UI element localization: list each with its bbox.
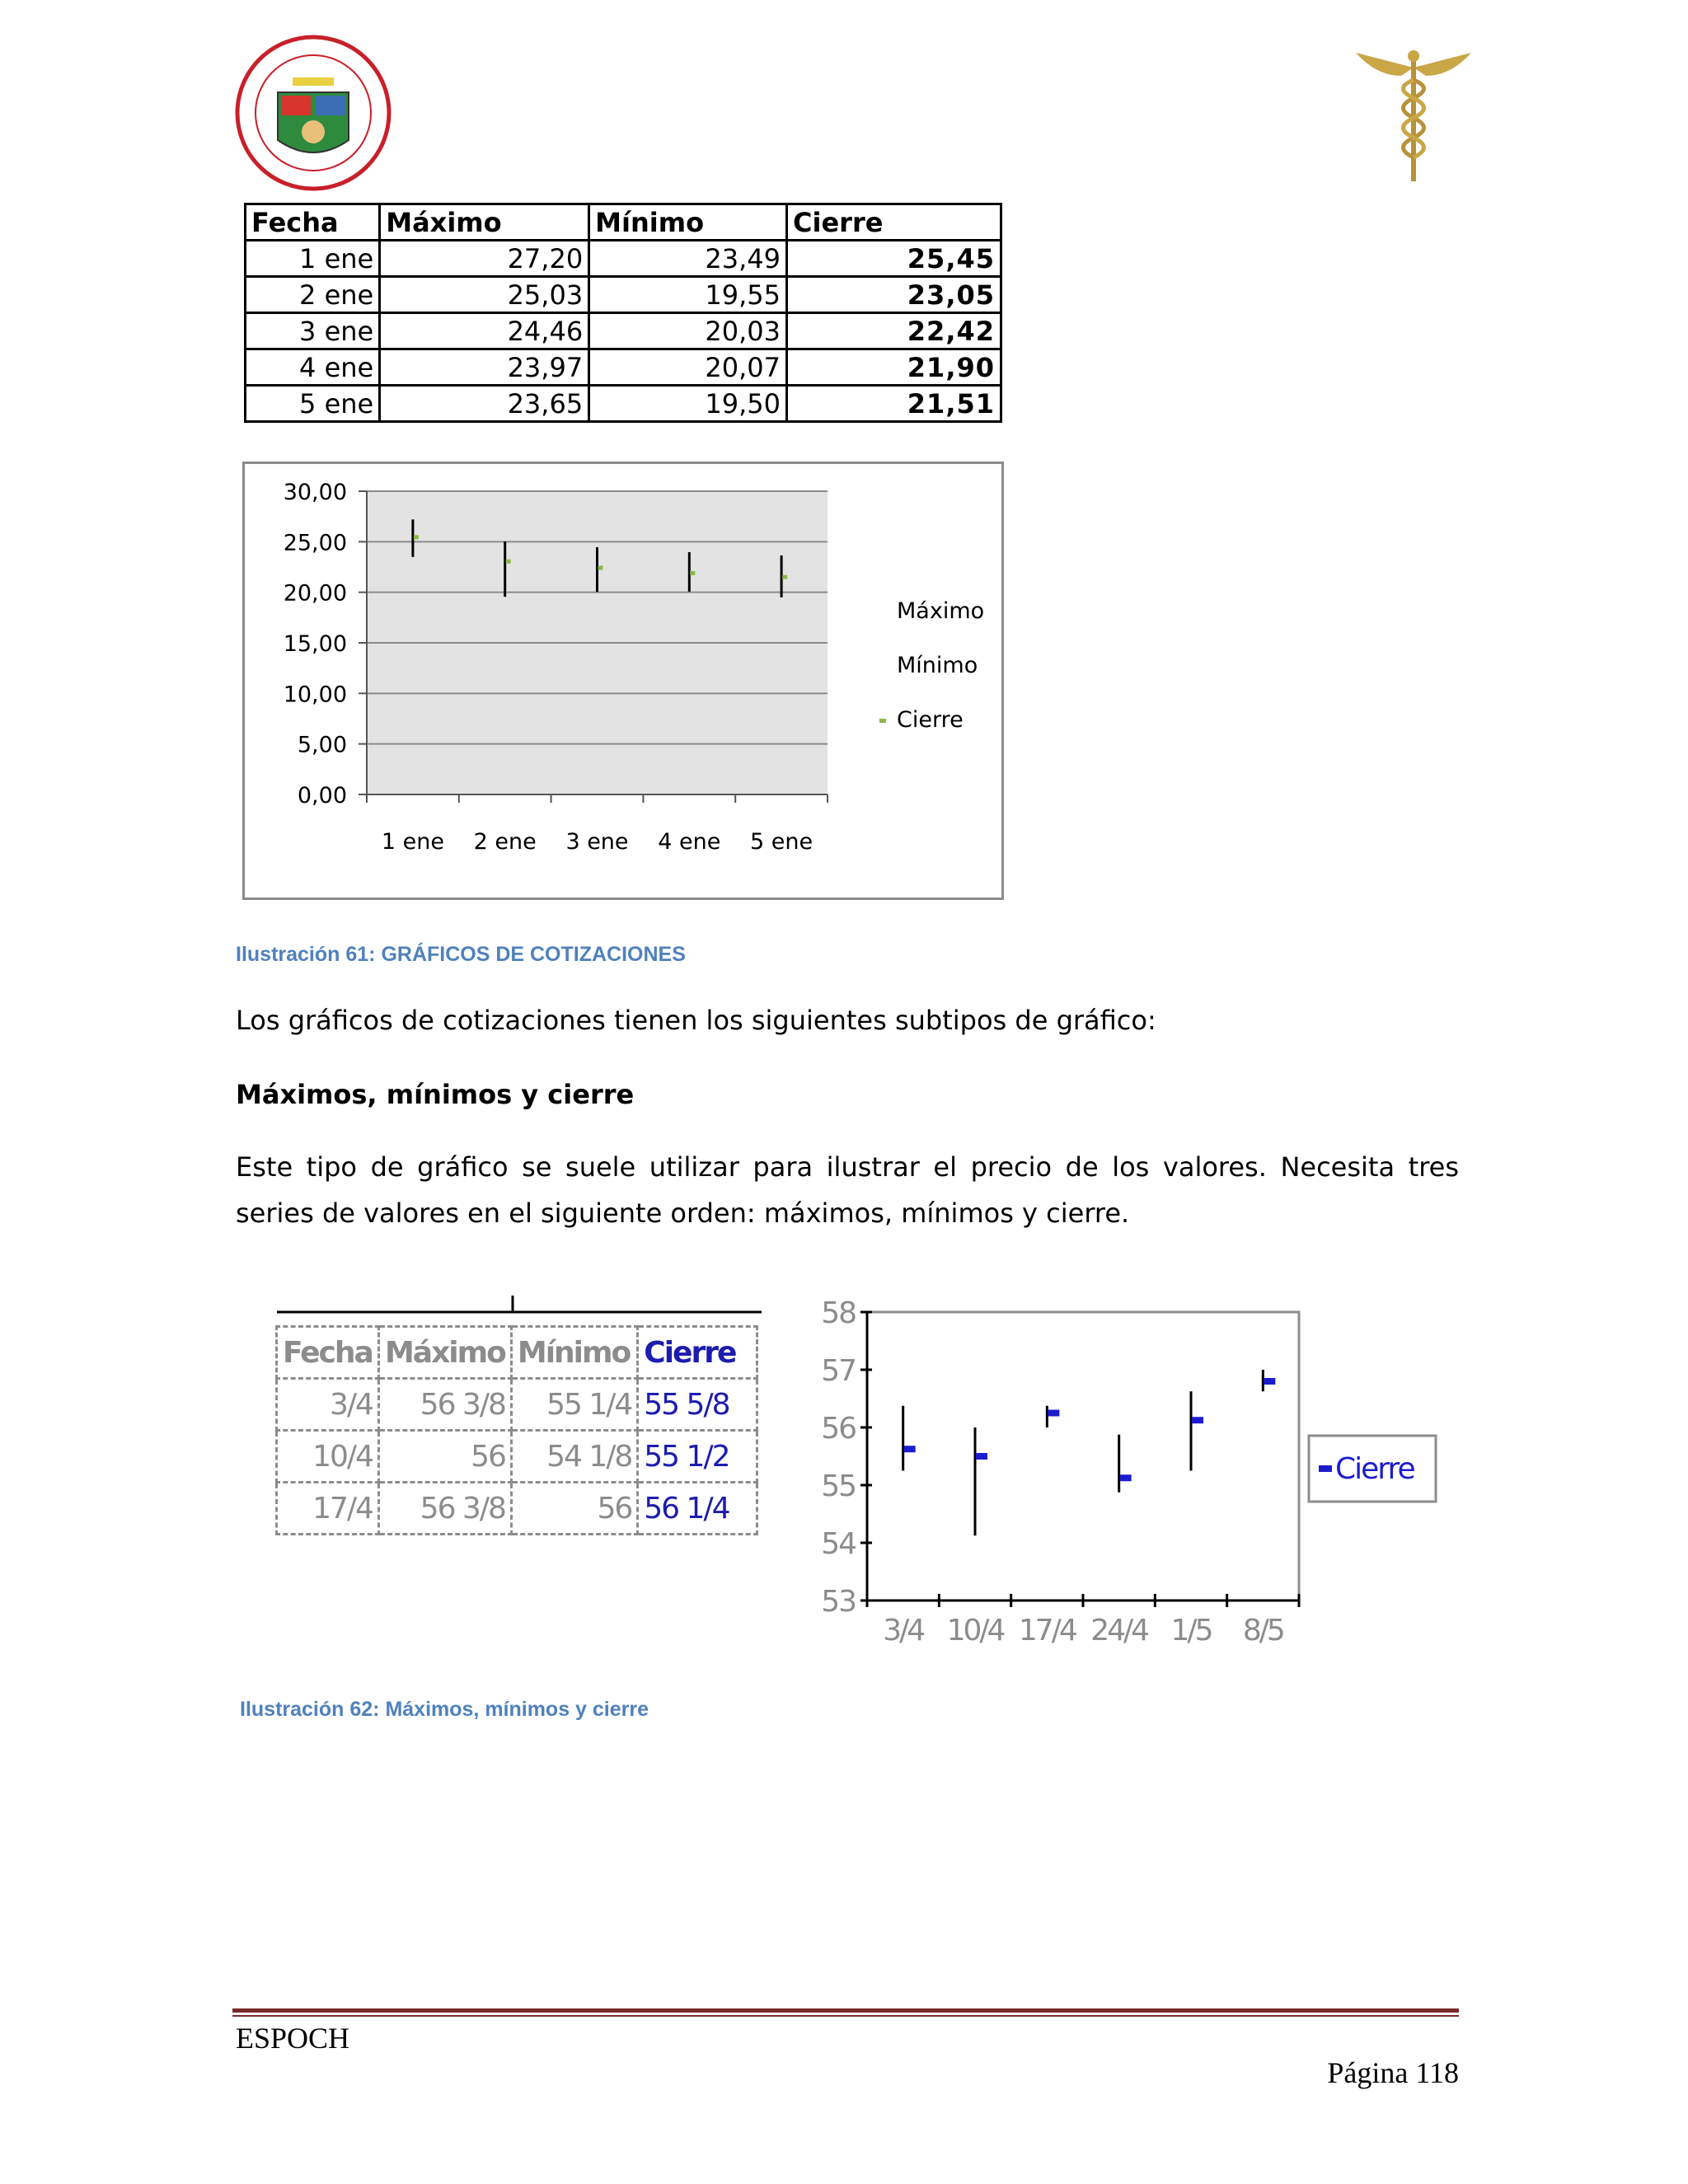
- legend-entry: Mínimo: [897, 653, 978, 678]
- x-tick-label: 5 ene: [750, 829, 814, 855]
- table-cell: 23,05: [787, 277, 1001, 313]
- table-cell: 5 ene: [246, 386, 380, 422]
- header-cell: Cierre: [638, 1327, 757, 1379]
- x-tick-label: 4 ene: [658, 829, 721, 855]
- close-marker: [690, 571, 695, 575]
- stock-chart-2: [804, 1286, 1452, 1673]
- table-cell: 55 1/2: [638, 1431, 757, 1483]
- table-cell: 54 1/8: [511, 1431, 637, 1483]
- table-row: [277, 1431, 757, 1483]
- table-cell: 19,50: [589, 386, 787, 422]
- legend-marker: [879, 719, 886, 723]
- y-tick-label: 56: [821, 1412, 856, 1446]
- table-row: [246, 349, 1001, 386]
- y-tick-label: 55: [821, 1469, 856, 1503]
- x-tick-label: 1 ene: [381, 829, 444, 855]
- table-cell: 21,51: [787, 386, 1001, 422]
- x-tick-label: 8/5: [1242, 1614, 1283, 1647]
- y-tick-label: 20,00: [283, 580, 347, 607]
- table-row: [246, 277, 1001, 313]
- close-marker: [782, 575, 787, 579]
- table-cell: 56 3/8: [378, 1379, 511, 1431]
- header-cell: Mínimo: [589, 204, 787, 241]
- table-row: [277, 1483, 757, 1535]
- table-cell: 20,07: [589, 349, 787, 386]
- table-cell: 4 ene: [246, 349, 380, 386]
- table-cell: 19,55: [589, 277, 787, 313]
- legend-entry: Cierre: [1335, 1452, 1414, 1486]
- table-cell: 24,46: [380, 313, 589, 349]
- paragraph: Este tipo de gráfico se suele utilizar para ilustrar el precio de los valores. Necesita tres series de valores en el siguiente orden: máximos, mínimos y cierre.: [236, 1151, 1459, 1229]
- x-tick-label: 3/4: [883, 1614, 924, 1647]
- stock-values-table-image: [274, 1292, 762, 1564]
- y-tick-label: 10,00: [283, 682, 347, 708]
- table-cell: 23,49: [589, 241, 787, 277]
- close-marker: [1048, 1410, 1059, 1417]
- figure-caption: Ilustración 62: Máximos, mínimos y cierre: [240, 1698, 649, 1721]
- y-tick-label: 5,00: [297, 732, 347, 758]
- y-tick-label: 53: [821, 1585, 856, 1619]
- x-tick-label: 2 ene: [473, 829, 537, 855]
- y-tick-label: 54: [821, 1527, 856, 1561]
- y-tick-label: 58: [821, 1296, 856, 1330]
- caduceus-icon: [1352, 43, 1475, 183]
- footer-institution: ESPOCH: [236, 2022, 350, 2055]
- legend-marker: [1319, 1465, 1332, 1472]
- table-cell: 56: [378, 1431, 511, 1483]
- x-tick-label: 3 ene: [565, 829, 629, 855]
- table-cell: 3/4: [277, 1379, 379, 1431]
- header-cell: Fecha: [246, 204, 380, 241]
- header-cell: Máximo: [380, 204, 589, 241]
- stock-values-table: [275, 1325, 758, 1535]
- footer-rule: [232, 2008, 1459, 2013]
- table-row: [246, 241, 1001, 277]
- table-row: [246, 313, 1001, 349]
- table-row: [246, 386, 1001, 422]
- header-cell: Cierre: [787, 204, 1001, 241]
- table-cell: 56 3/8: [378, 1483, 511, 1535]
- figure-caption: Ilustración 61: GRÁFICOS DE COTIZACIONES: [236, 943, 686, 966]
- x-tick-label: 17/4: [1018, 1614, 1076, 1647]
- x-tick-label: 10/4: [946, 1614, 1004, 1647]
- table-cell: 56: [511, 1483, 637, 1535]
- section-heading: Máximos, mínimos y cierre: [236, 1079, 635, 1110]
- espoch-seal-logo: [235, 35, 392, 191]
- table-cell: 23,65: [380, 386, 589, 422]
- footer-rule: [232, 2015, 1459, 2017]
- header-cell: Fecha: [277, 1327, 379, 1379]
- close-marker: [1264, 1378, 1275, 1385]
- header-cell: Mínimo: [511, 1327, 637, 1379]
- close-marker: [1120, 1474, 1132, 1481]
- y-tick-label: 30,00: [283, 480, 347, 505]
- plot-area: [867, 1312, 1299, 1601]
- table-cell: 23,97: [380, 349, 589, 386]
- table-cell: 17/4: [277, 1483, 379, 1535]
- close-marker: [506, 560, 511, 564]
- table-cell: 2 ene: [246, 277, 380, 313]
- table-cell: 27,20: [380, 241, 589, 277]
- table-cell: 10/4: [277, 1431, 379, 1483]
- close-marker: [414, 535, 419, 539]
- table-cell: 55 1/4: [511, 1379, 637, 1431]
- table-cell: 25,45: [787, 241, 1001, 277]
- table-cell: 21,90: [787, 349, 1001, 386]
- legend-entry: Cierre: [897, 707, 964, 733]
- table-top-rule: [274, 1292, 762, 1325]
- y-tick-label: 25,00: [283, 530, 347, 556]
- page-number: Página 118: [1327, 2056, 1459, 2089]
- table-cell: 25,03: [380, 277, 589, 313]
- x-tick-label: 1/5: [1170, 1614, 1212, 1647]
- header-cell: Máximo: [378, 1327, 511, 1379]
- table-header-row: [277, 1327, 757, 1379]
- close-marker: [904, 1446, 916, 1452]
- table-cell: 56 1/4: [638, 1483, 757, 1535]
- y-tick-label: 15,00: [283, 631, 347, 657]
- table-row: [277, 1379, 757, 1431]
- y-tick-label: 0,00: [297, 783, 347, 808]
- close-marker: [598, 565, 603, 569]
- table-header-row: [246, 204, 1001, 241]
- price-table: [244, 203, 1002, 423]
- stock-chart-1: [242, 462, 1004, 900]
- close-marker: [976, 1453, 987, 1460]
- table-cell: 3 ene: [246, 313, 380, 349]
- table-cell: 1 ene: [246, 241, 380, 277]
- table-cell: 55 5/8: [638, 1379, 757, 1431]
- paragraph: Los gráficos de cotizaciones tienen los siguientes subtipos de gráfico:: [236, 1005, 1156, 1036]
- close-marker: [1192, 1417, 1203, 1423]
- table-cell: 22,42: [787, 313, 1001, 349]
- table-cell: 20,03: [589, 313, 787, 349]
- x-tick-label: 24/4: [1090, 1614, 1148, 1647]
- legend-entry: Máximo: [897, 598, 985, 624]
- y-tick-label: 57: [821, 1354, 856, 1388]
